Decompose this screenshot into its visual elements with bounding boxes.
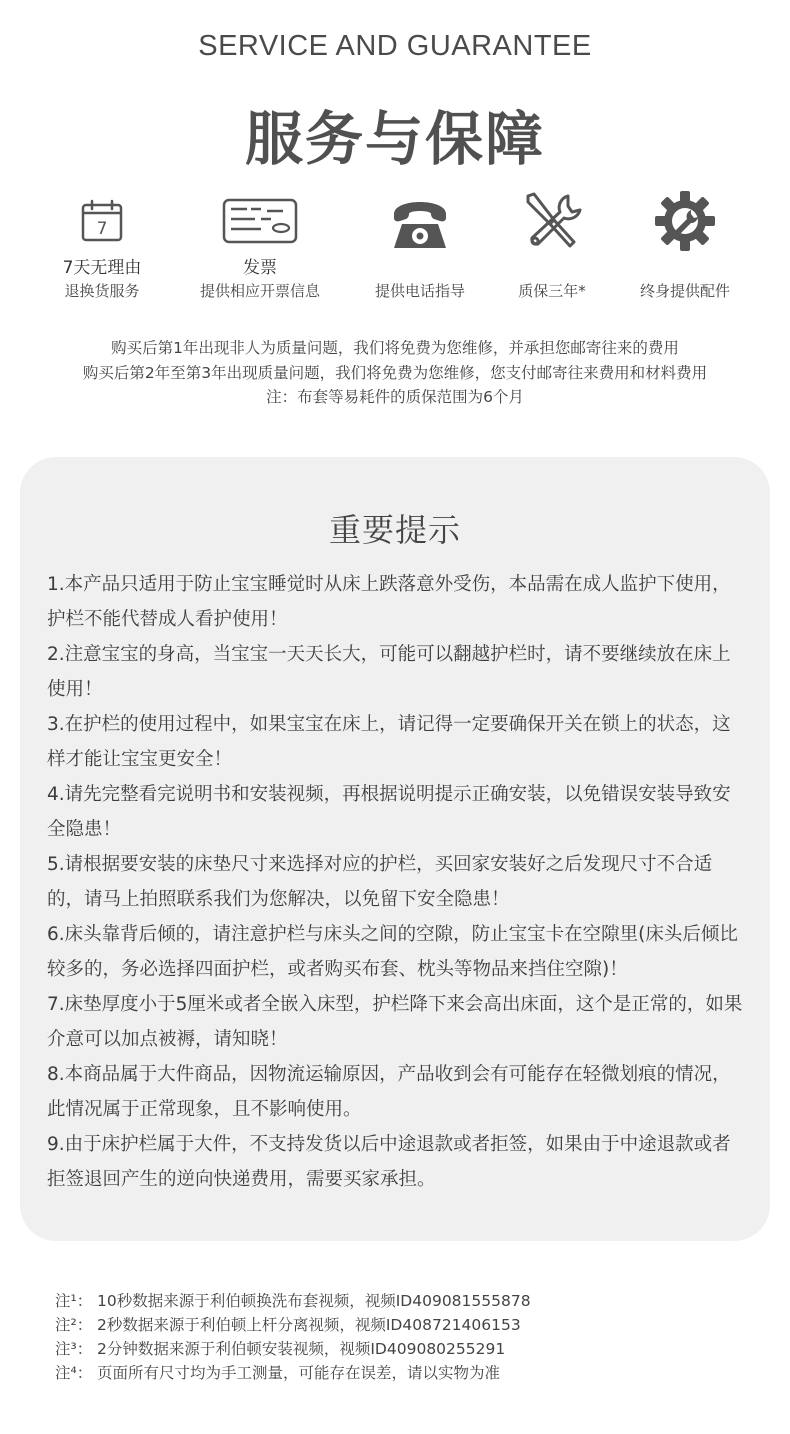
tip-item: 9.由于床护栏属于大件，不支持发货以后中途退款或者拒签，如果由于中途退款或者拒签退回产生的逆向快递费用，需要买家承担。 [47, 1134, 731, 1190]
english-subtitle: SERVICE AND GUARANTEE [198, 30, 592, 62]
feature-title: 发票 [243, 258, 277, 278]
feature-desc: 提供电话指导 [374, 282, 465, 300]
tip-item: 1.本产品只适用于防止宝宝睡觉时从床上跌落意外受伤，本品需在成人监护下使用，护栏不能代替成人看护使用！ [47, 574, 731, 630]
footnote-text: 10秒数据来源于利伯顿换洗布套视频，视频ID409081555878 [97, 1292, 531, 1310]
telephone-icon [345, 188, 495, 254]
feature-desc: 质保三年* [518, 282, 586, 300]
gear-wrench-icon [610, 188, 760, 254]
invoice-ticket-icon [185, 188, 335, 254]
tips-list [47, 567, 747, 1197]
tips-title: 重要提示 [328, 511, 461, 549]
footnote-1 [55, 1289, 755, 1313]
tip-item: 8.本商品属于大件商品，因物流运输原因，产品收到会有可能存在轻微划痕的情况，此情况属于正常现象，且不影响使用。 [47, 1064, 731, 1120]
important-tips-card [20, 457, 770, 1241]
feature-desc: 终身提供配件 [639, 282, 730, 300]
calendar-7-icon [27, 188, 177, 254]
warranty-note-line: 购买后第2年至第3年出现质量问题，我们将免费为您维修，您支付邮寄往来费用和材料费用 [82, 363, 708, 382]
tools-icon [477, 188, 627, 254]
footnote-4 [55, 1361, 755, 1385]
tip-item: 3.在护栏的使用过程中，如果宝宝在床上，请记得一定要确保开关在锁上的状态，这样才能让宝宝更安全！ [47, 714, 731, 770]
footnote-text: 页面所有尺寸均为手工测量，可能存在误差，请以实物为准 [97, 1364, 501, 1382]
tip-item: 5.请根据要安装的床垫尺寸来选择对应的护栏，买回家安装好之后发现尺寸不合适的，请马上拍照联系我们为您解决，以免留下安全隐患！ [47, 854, 713, 910]
feature-7-day-return [27, 188, 177, 302]
tip-item: 4.请先完整看完说明书和安装视频，再根据说明提示正确安装，以免错误安装导致安全隐患！ [47, 784, 731, 840]
feature-title [477, 256, 627, 280]
page-title: 服务与保障 [244, 105, 545, 173]
footnote-prefix: 注⁴： [55, 1364, 93, 1382]
calendar-number: 7 [96, 219, 108, 239]
feature-title [345, 256, 495, 280]
footnote-text: 2分钟数据来源于利伯顿安装视频，视频ID409080255291 [97, 1340, 506, 1358]
tip-item: 2.注意宝宝的身高，当宝宝一天天长大，可能可以翻越护栏时，请不要继续放在床上使用！ [47, 644, 731, 700]
tip-item: 7.床垫厚度小于5厘米或者全嵌入床型，护栏降下来会高出床面，这个是正常的，如果介意可以加点被褥，请知晓！ [47, 994, 743, 1050]
tip-item: 6.床头靠背后倾的，请注意护栏与床头之间的空隙，防止宝宝卡在空隙里(床头后倾比较多的，务必选择四面护栏，或者购买布套、枕头等物品来挡住空隙)！ [47, 924, 738, 980]
feature-phone-guide [345, 188, 495, 302]
warranty-note-line: 购买后第1年出现非人为质量问题，我们将免费为您维修，并承担您邮寄往来的费用 [111, 339, 679, 357]
feature-title: 7天无理由 [62, 258, 142, 278]
service-features [0, 188, 790, 308]
warranty-note-line: 注：布套等易耗件的质保范围为6个月 [266, 388, 524, 406]
feature-title [610, 256, 760, 280]
footnote-prefix: 注³： [55, 1340, 93, 1358]
feature-invoice [185, 188, 335, 302]
footnotes [55, 1289, 755, 1385]
feature-desc: 提供相应开票信息 [199, 282, 320, 300]
feature-desc: 退换货服务 [64, 282, 140, 300]
warranty-notes [0, 336, 790, 410]
footnote-prefix: 注¹： [55, 1292, 93, 1310]
footnote-text: 2秒数据来源于利伯顿上杆分离视频，视频ID408721406153 [97, 1316, 521, 1334]
footnote-2 [55, 1313, 755, 1337]
feature-lifetime-parts [610, 188, 760, 302]
footnote-prefix: 注²： [55, 1316, 93, 1334]
footnote-3 [55, 1337, 755, 1361]
feature-warranty [477, 188, 627, 302]
